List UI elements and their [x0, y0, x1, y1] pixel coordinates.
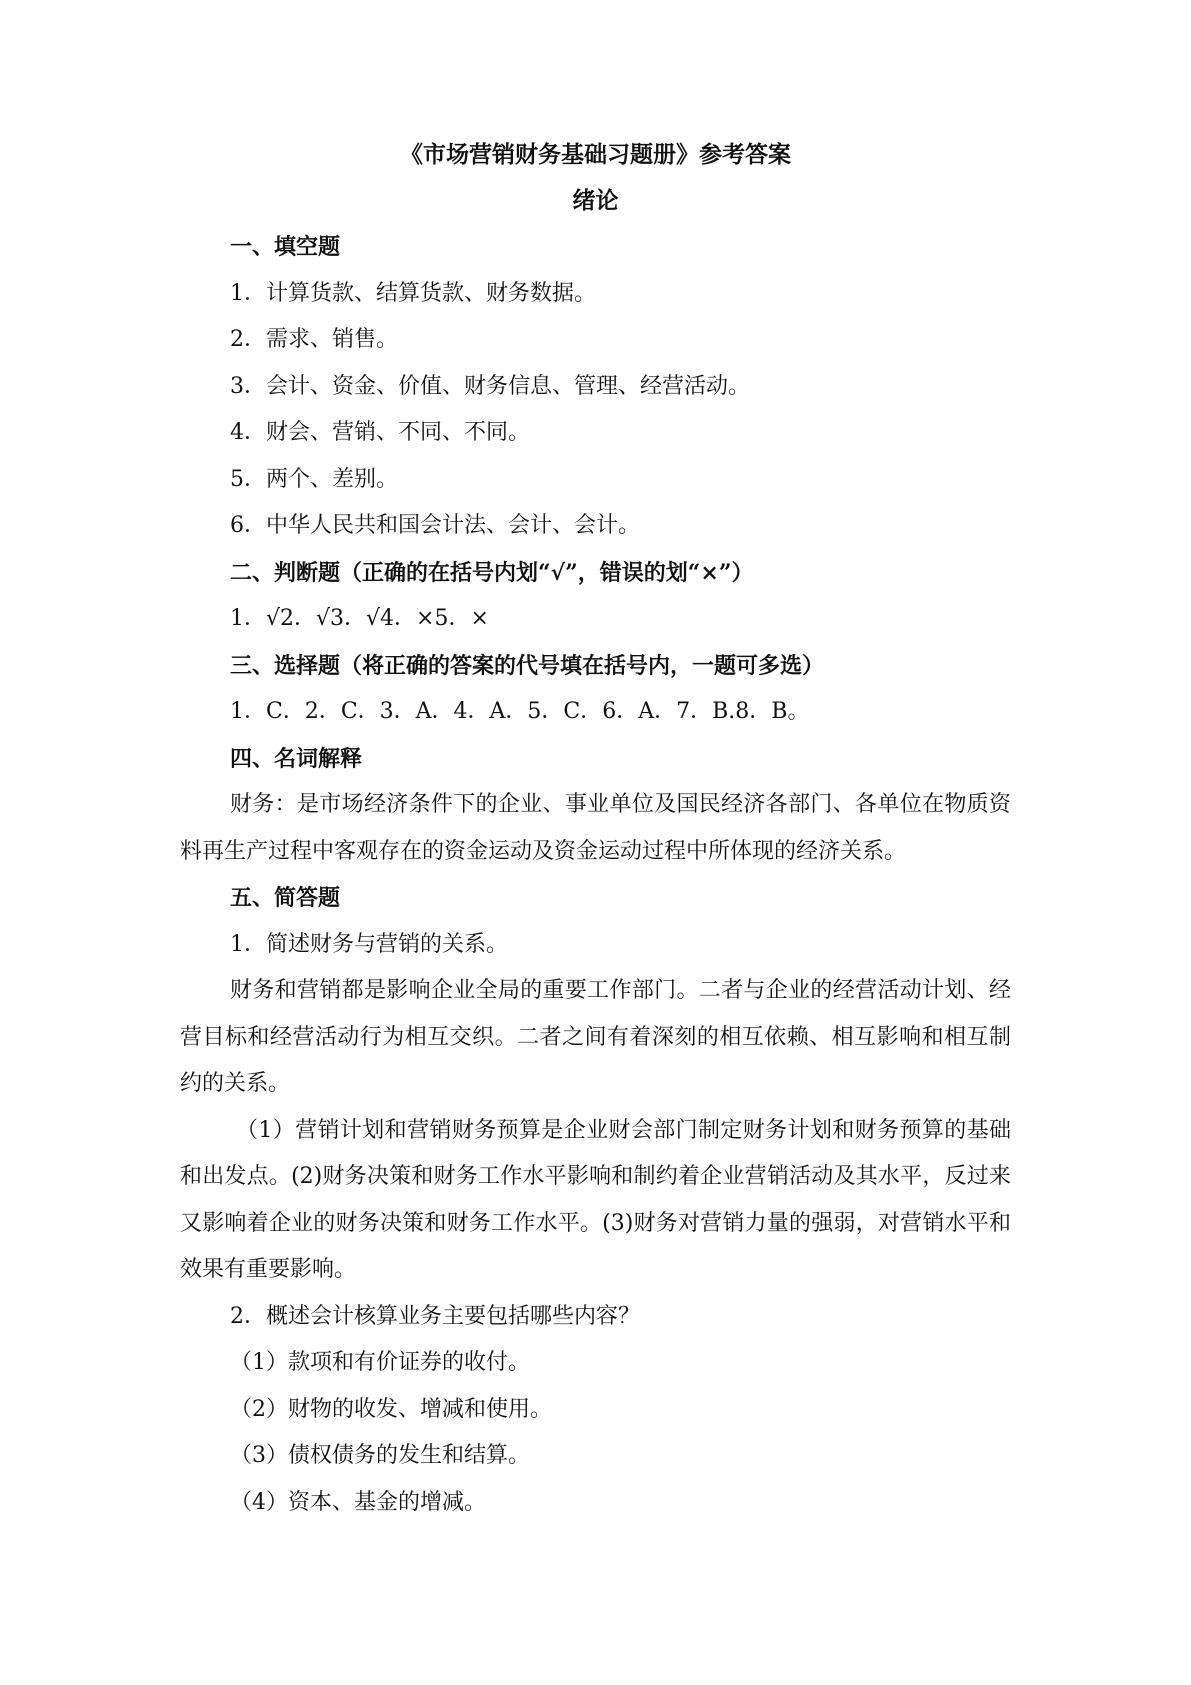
- short-answer-question-1: 1．简述财务与营销的关系。: [230, 931, 508, 957]
- fill-blank-answer-2: 2．需求、销售。: [230, 327, 398, 352]
- document-title: 《市场营销财务基础习题册》参考答案: [400, 141, 791, 168]
- section-heading-short-answer: 五、简答题: [230, 885, 341, 911]
- short-answer-1-paragraph-2: （1）营销计划和营销财务预算是企业财会部门制定财务计划和财务预算的基础和出发点。(2)财务决策和财务工作水平影响和制约着企业营销活动及其水平，反过来又影响着企业的财务决策和财务工作水平。(3)财务对营销力量的强弱，对营销水平和效果有重要影响。: [180, 1117, 1011, 1282]
- fill-blank-answer-5: 5．两个、差别。: [230, 466, 398, 492]
- short-answer-1-paragraph-1: 财务和营销都是影响企业全局的重要工作部门。二者与企业的经营活动计划、经营目标和经营活动行为相互交织。二者之间有着深刻的相互依赖、相互影响和相互制约的关系。: [180, 978, 1011, 1096]
- short-answer-question-2: 2．概述会计核算业务主要包括哪些内容？: [230, 1303, 640, 1329]
- short-answer-2-item-1: （1）款项和有价证券的收付。: [230, 1350, 530, 1375]
- true-false-answers: 1．√2．√3．√4．×5．×: [230, 606, 489, 631]
- section-heading-term-definition: 四、名词解释: [230, 745, 363, 772]
- term-definition-paragraph: 财务：是市场经济条件下的企业、事业单位及国民经济各部门、各单位在物质资料再生产过程中客观存在的资金运动及资金运动过程中所体现的经济关系。: [180, 792, 1011, 864]
- section-heading-true-false: 二、判断题（正确的在括号内划“√”，错误的划“×”）: [230, 559, 754, 586]
- fill-blank-answer-6: 6．中华人民共和国会计法、会计、会计。: [230, 513, 640, 538]
- short-answer-2-item-4: （4）资本、基金的增减。: [230, 1489, 486, 1515]
- chapter-title: 绪论: [572, 187, 619, 214]
- fill-blank-answer-4: 4．财会、营销、不同、不同。: [230, 420, 530, 445]
- multiple-choice-answers: 1．C．2．C．3．A．4．A．5．C．6．A．7．B.8．B。: [230, 699, 810, 724]
- section-heading-multiple-choice: 三、选择题（将正确的答案的代号填在括号内，一题可多选）: [230, 652, 825, 679]
- fill-blank-answer-1: 1．计算货款、结算货款、财务数据。: [230, 280, 596, 306]
- fill-blank-answer-3: 3．会计、资金、价值、财务信息、管理、经营活动。: [230, 373, 750, 399]
- section-heading-fill-blank: 一、填空题: [230, 234, 341, 260]
- short-answer-2-item-2: （2）财物的收发、增减和使用。: [230, 1396, 552, 1422]
- short-answer-2-item-3: （3）债权债务的发生和结算。: [230, 1443, 530, 1468]
